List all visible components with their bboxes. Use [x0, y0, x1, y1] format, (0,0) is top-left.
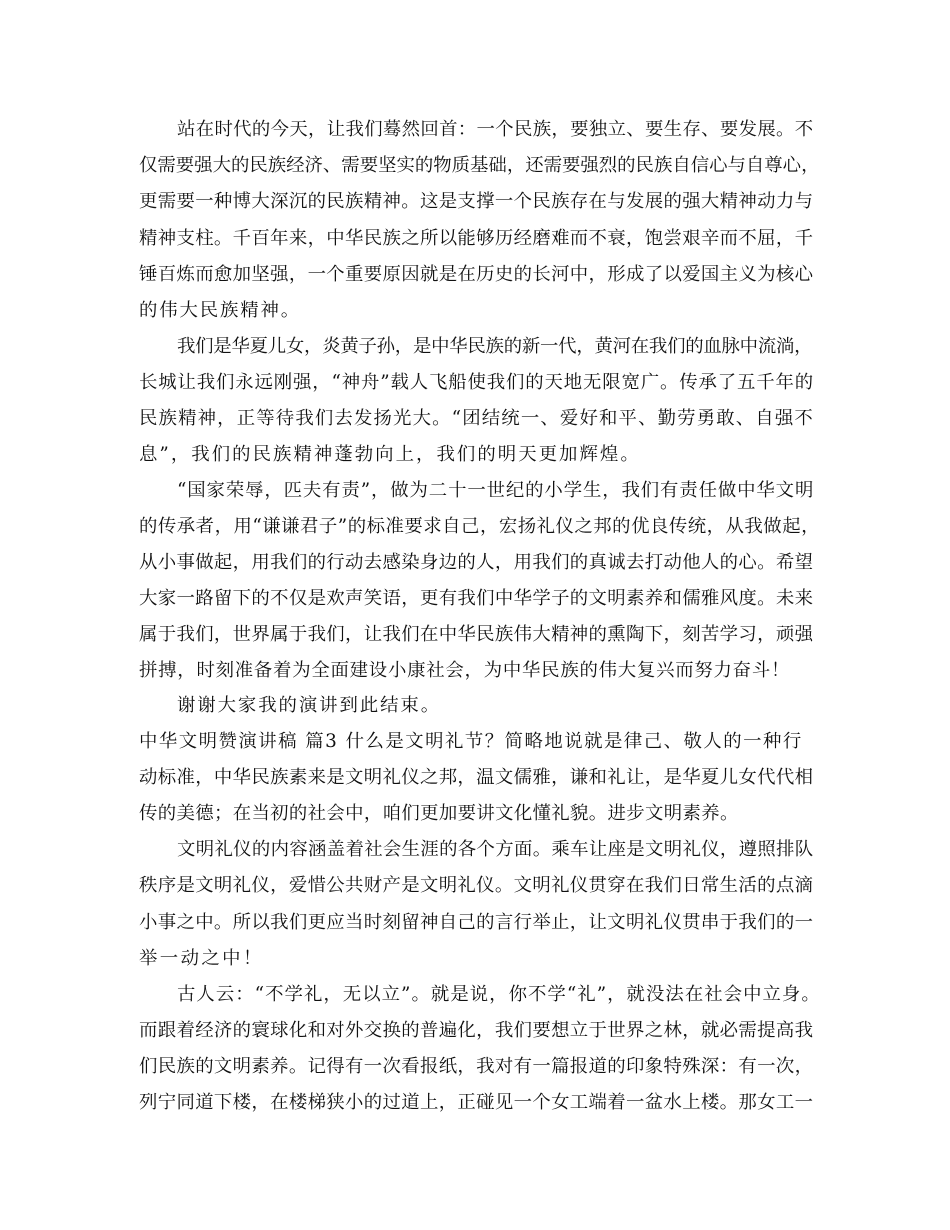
text-line: 的伟大民族精神。	[139, 300, 302, 321]
text-line: 锤百炼而愈加坚强，一个重要原因就是在历史的长河中，形成了以爱国主义为核心	[139, 264, 814, 285]
text-line: 古人云：“不学礼，无以立”。就是说，你不学“礼”，就没法在社会中立身。	[177, 984, 821, 1005]
text-line: 民族精神，正等待我们去发扬光大。“团结统一、爱好和平、勤劳勇敢、自强不	[139, 408, 814, 429]
text-line: 更需要一种博大深沉的民族精神。这是支撑一个民族存在与发展的强大精神动力与	[139, 191, 814, 212]
text-line: 而跟着经济的寰球化和对外交换的普遍化，我们要想立于世界之林，就必需提高我	[139, 1020, 814, 1041]
text-line: 谢谢大家我的演讲到此结束。	[177, 695, 442, 716]
text-line: 息”，我们的民族精神蓬勃向上，我们的明天更加辉煌。	[139, 444, 641, 465]
text-line: 站在时代的今天，让我们蓦然回首：一个民族，要独立、要生存、要发展。不	[177, 119, 814, 140]
text-line: 的传承者，用“谦谦君子”的标准要求自己，宏扬礼仪之邦的优良传统，从我做起，	[139, 516, 820, 537]
text-line: 动标准，中华民族素来是文明礼仪之邦，温文儒雅，谦和礼让，是华夏儿女代代相	[139, 767, 814, 788]
text-line: 传的美德；在当初的社会中，咱们更加要讲文化懂礼貌。进步文明素养。	[139, 803, 739, 824]
text-line: 举一动之中！	[139, 948, 264, 969]
text-line: 小事之中。所以我们更应当时刻留神自己的言行举止，让文明礼仪贯串于我们的一	[139, 912, 814, 933]
text-line: 大家一路留下的不仅是欢声笑语，更有我们中华学子的文明素养和儒雅风度。未来	[139, 588, 814, 609]
text-line: 精神支柱。千百年来，中华民族之所以能够历经磨难而不衰，饱尝艰辛而不屈，千	[139, 228, 814, 249]
text-line: 们民族的文明素养。记得有一次看报纸，我对有一篇报道的印象特殊深：有一次，	[139, 1056, 814, 1077]
section-heading-line: 中华文明赞演讲稿 篇3 什么是文明礼节？简略地说就是律己、敬人的一种行	[139, 731, 803, 752]
text-line: 属于我们，世界属于我们，让我们在中华民族伟大精神的熏陶下，刻苦学习，顽强	[139, 624, 814, 645]
text-line: 从小事做起，用我们的行动去感染身边的人，用我们的真诚去打动他人的心。希望	[139, 552, 814, 573]
text-line: 仅需要强大的民族经济、需要坚实的物质基础，还需要强烈的民族自信心与自尊心，	[139, 155, 820, 176]
text-line: “国家荣辱，匹夫有责”，做为二十一世纪的小学生，我们有责任做中华文明	[177, 480, 815, 501]
text-line: 拼搏，时刻准备着为全面建设小康社会，为中华民族的伟大复兴而努力奋斗！	[139, 660, 791, 681]
text-line: 长城让我们永远刚强，“神舟”载人飞船使我们的天地无限宽广。传承了五千年的	[139, 372, 815, 393]
text-line: 秩序是文明礼仪，爱惜公共财产是文明礼仪。文明礼仪贯穿在我们日常生活的点滴	[139, 875, 814, 896]
text-line: 文明礼仪的内容涵盖着社会生涯的各个方面。乘车让座是文明礼仪，遵照排队	[177, 839, 814, 860]
text-line: 我们是华夏儿女，炎黄子孙，是中华民族的新一代，黄河在我们的血脉中流淌，	[177, 336, 813, 357]
text-line: 列宁同道下楼，在楼梯狭小的过道上，正碰见一个女工端着一盆水上楼。那女工一	[139, 1092, 814, 1113]
